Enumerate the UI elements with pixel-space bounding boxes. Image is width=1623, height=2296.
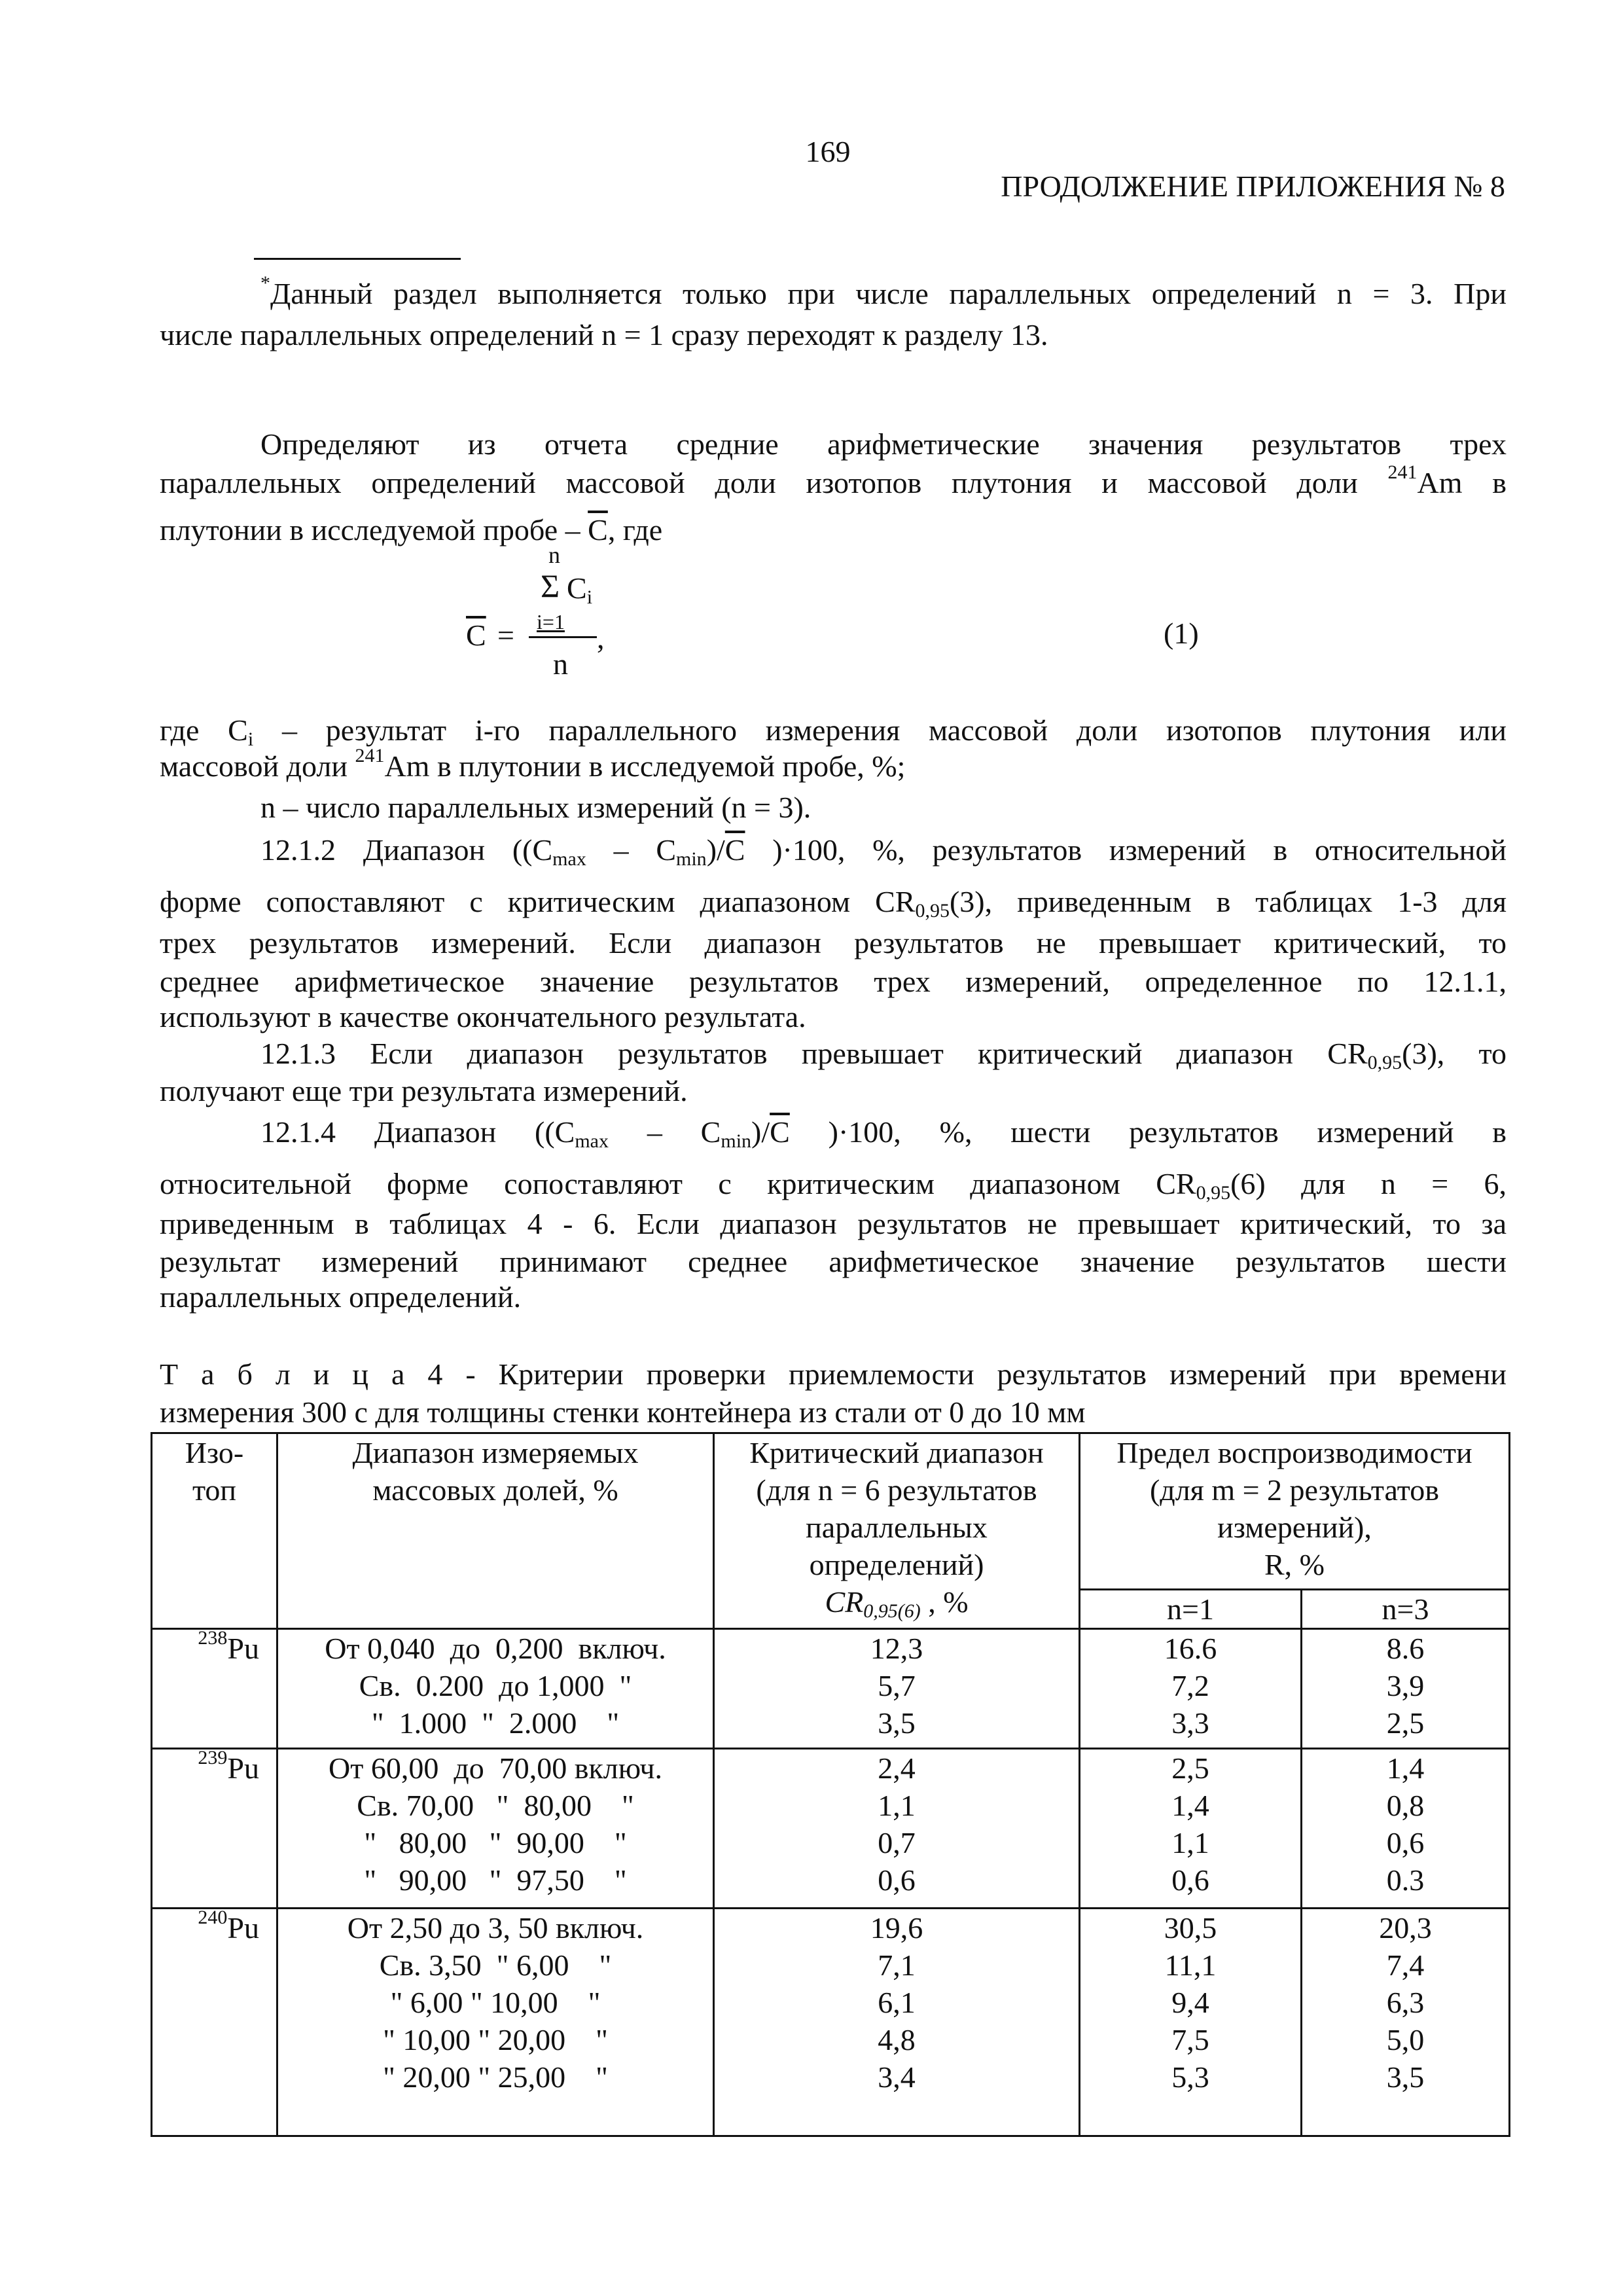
text-run: параллельных определений. [160,1280,522,1314]
cell-value: 12,3 [870,1632,923,1665]
table-caption-line [160,1393,1507,1432]
text-run: Определяют из отчета средние арифметические значения результатов трех [260,427,1507,461]
fraction-bar [529,636,597,638]
formula-term-c: C [567,571,587,605]
cell-value: 8.6 [1386,1632,1425,1665]
table-body [152,1629,1510,2136]
text-run: – C [586,833,677,867]
n3-cell [1302,1909,1510,2136]
cell-value: " 20,00 " 25,00 " [383,2060,608,2094]
n1-cell [1080,1909,1302,2136]
paragraph-12-1-2-line [160,962,1507,1001]
subscript: min [721,1130,752,1152]
cell-value: 0,7 [878,1826,916,1859]
header-n3: n=3 [1302,1590,1510,1629]
text-run: массовой доли [160,749,355,783]
paragraph-mean-line [160,511,1507,550]
symbol-cr: CR [825,1585,864,1619]
n3-cell [1302,1629,1510,1749]
cell-value: От 60,00 до 70,00 включ. [329,1751,662,1785]
cell-value: 0,6 [1171,1863,1209,1897]
subscript: max [552,848,586,870]
formula-upper-limit: n [548,542,560,568]
cell-value: 0,8 [1386,1789,1425,1822]
cell-value: 3,9 [1386,1669,1425,1702]
cell-value: 7,4 [1386,1948,1425,1982]
text-run: )/ [706,833,725,867]
cell-value: 3,5 [878,1706,916,1740]
text-run: получают еще три результата измерений. [160,1074,688,1107]
header-critical [714,1433,1080,1629]
text-run: форме сопоставляют с критическим диапазоном CR [160,885,916,918]
cell-value: 30,5 [1164,1911,1217,1945]
cell-value: 2,5 [1386,1706,1425,1740]
cell-value: 1,1 [1171,1826,1209,1859]
text-run: 12.1.3 Если диапазон результатов превышает критический диапазон CR [260,1037,1368,1070]
cell-value: 7,1 [878,1948,916,1982]
subscript: 0,95 [1196,1182,1231,1204]
cell-value: 5,0 [1386,2023,1425,2056]
table-row-239pu [152,1749,1510,1909]
mean-symbol: $\overline{C}$ [724,833,745,867]
cell-value: 3,3 [1171,1706,1209,1740]
superscript: 241 [355,745,385,766]
text-run: используют в качестве окончательного результата. [160,1000,806,1033]
text-run: )·100, %, результатов измерений в относительной [745,833,1507,867]
footnote-divider [254,258,461,260]
cell-value: 1,4 [1171,1789,1209,1822]
header-critical-symbol [715,1583,1079,1621]
text-run: среднее арифметическое значение результатов трех измерений, определенное по 12.1.1, [160,965,1507,998]
text-run: 12.1.2 Диапазон ((C [260,833,553,867]
header-reproducibility [1080,1433,1510,1590]
paragraph-where-line [160,711,1507,750]
criteria-table [151,1432,1510,2137]
text-run: измерения 300 с для толщины стенки контейнера из стали от 0 до 10 мм [160,1395,1086,1429]
cell-value: 1,4 [1386,1751,1425,1785]
text-run: )/ [751,1115,770,1149]
cell-value: 6,1 [878,1986,916,2019]
text-run: – C [609,1115,721,1149]
header-line: Предел воспроизводимости [1116,1436,1472,1469]
text-run: )·100, %, шести результатов измерений в [789,1115,1507,1149]
text-run: Am в плутонии в исследуемой пробе, %; [384,749,906,783]
isotope-cell [152,1909,277,2136]
header-n1: n=1 [1080,1590,1302,1629]
paragraph-12-1-2-line [160,997,1507,1037]
text-run: Т а б л и ц а 4 - Критерии проверки приемлемости результатов измерений при времени [160,1357,1507,1391]
cell-value: " 80,00 " 90,00 " [364,1826,627,1859]
superscript: 241 [1387,463,1418,483]
range-cell [277,1909,714,2136]
paragraph-mean-line [160,463,1507,503]
table-row-240pu [152,1909,1510,2136]
paragraph-where-line [160,747,1507,786]
table-caption-line [160,1355,1507,1394]
n3-cell [1302,1749,1510,1909]
text-run: относительной форме сопоставляют с критическим диапазоном CR [160,1167,1196,1200]
cell-value: 5,7 [878,1669,916,1702]
header-line: (для n = 6 результатов [756,1473,1037,1507]
header-line: Диапазон измеряемых [352,1436,639,1469]
header-range [277,1433,714,1629]
subscript: i [247,728,254,750]
element-symbol: Pu [227,1911,259,1945]
paragraph-12-1-2-line [260,831,1507,870]
paragraph-12-1-4-line [260,1113,1507,1152]
text-run: n – число параллельных измерений (n = 3). [260,791,812,824]
paragraph-12-1-4-line [160,1164,1507,1204]
paragraph-12-1-2-line [160,882,1507,922]
cell-value: 1,1 [878,1789,916,1822]
text-run: результат измерений принимают среднее арифметическое значение результатов шести [160,1245,1507,1278]
header-line: определений) [809,1548,984,1581]
formula-term [567,571,593,608]
cell-value: 2,5 [1171,1751,1209,1785]
cell-value: " 90,00 " 97,50 " [364,1863,627,1897]
formula-denominator: n [553,647,568,681]
cell-value: От 2,50 до 3, 50 включ. [347,1911,644,1945]
cell-value: 16.6 [1164,1632,1217,1665]
cell-value: Св. 3,50 " 6,00 " [379,1948,612,1982]
cell-value: 0,6 [1386,1826,1425,1859]
text-run: числе параллельных определений n = 1 сразу переходят к разделу 13. [160,318,1048,351]
subscript: max [575,1130,609,1152]
text-run: параллельных определений массовой доли изотопов плутония и массовой доли [160,466,1388,499]
superscript: * [260,274,270,294]
text-run: (3), приведенным в таблицах 1-3 для [949,885,1507,918]
header-line: измерений), [1217,1511,1372,1544]
text-run: плутонии в исследуемой пробе – [160,513,588,547]
paragraph-12-1-4-line [160,1242,1507,1282]
paragraph-12-1-4-line [160,1204,1507,1244]
header-line: топ [192,1473,237,1507]
paragraph-12-1-4-line [160,1278,1507,1317]
element-symbol: Pu [227,1751,259,1785]
critical-cell [714,1749,1080,1909]
header-line: R, % [1264,1548,1325,1581]
mean-symbol: $\overline{C}$ [588,513,608,547]
formula-lhs: $\overline{C}$ [466,619,486,652]
text-run: 12.1.4 Диапазон ((C [260,1115,575,1149]
critical-cell [714,1909,1080,2136]
cell-value: 5,3 [1171,2060,1209,2094]
header-line: массовых долей, % [372,1473,618,1507]
cell-value: " 1.000 " 2.000 " [371,1706,620,1740]
isotope-cell [152,1749,277,1909]
header-line: параллельных [806,1511,988,1544]
mass-number: 240 [198,1907,228,1928]
cell-value: 20,3 [1379,1911,1432,1945]
table-row-238pu [152,1629,1510,1749]
formula-number: (1) [1164,617,1199,650]
element-symbol: Pu [227,1632,259,1665]
cell-value: 11,1 [1164,1948,1217,1982]
header-isotope [152,1433,277,1629]
text-run: трех результатов измерений. Если диапазон результатов не превышает критический, то [160,926,1507,960]
paragraph-where-line [260,788,1507,827]
n1-cell [1080,1749,1302,1909]
critical-cell [714,1629,1080,1749]
appendix-header: ПРОДОЛЖЕНИЕ ПРИЛОЖЕНИЯ № 8 [1001,170,1505,203]
range-cell [277,1749,714,1909]
cell-value: 4,8 [878,2023,916,2056]
header-line: Изо- [185,1436,244,1469]
formula-term-sub: i [586,586,593,608]
formula-lower-limit: i=1 [537,610,565,634]
text-run: (3), то [1402,1037,1507,1070]
paragraph-mean-line [260,425,1507,464]
formula-sigma: Σ [541,567,560,604]
cell-value: " 6,00 " 10,00 " [390,1986,601,2019]
mean-symbol: $\overline{C}$ [770,1115,790,1149]
footnote-line [160,315,1507,355]
n1-cell [1080,1629,1302,1749]
subscript: min [676,848,707,870]
mass-number: 239 [198,1747,228,1768]
cell-value: 3,4 [878,2060,916,2094]
text-run: Am в [1417,466,1507,499]
paragraph-12-1-3-line [160,1071,1507,1111]
text-run: Данный раздел выполняется только при числе параллельных определений n = 3. При [270,277,1507,310]
subscript: 0,95 [915,900,950,922]
cell-value: От 0,040 до 0,200 включ. [325,1632,666,1665]
range-cell [277,1629,714,1749]
cell-value: 7,2 [1171,1669,1209,1702]
cell-value: 19,6 [870,1911,923,1945]
cell-value: Св. 0.200 до 1,000 " [359,1669,632,1702]
cell-value: 7,5 [1171,2023,1209,2056]
symbol-unit: , % [920,1585,969,1619]
cell-value: 0,6 [878,1863,916,1897]
paragraph-12-1-3-line [260,1034,1507,1073]
formula-comma: , [597,621,605,655]
cell-value: 2,4 [878,1751,916,1785]
cell-value: " 10,00 " 20,00 " [383,2023,608,2056]
formula-equals: = [497,619,514,652]
cell-value: Св. 70,00 " 80,00 " [357,1789,634,1822]
footnote-line [260,274,1507,314]
page-number: 169 [805,135,851,168]
text-run: приведенным в таблицах 4 - 6. Если диапазон результатов не превышает критический, то за [160,1207,1507,1240]
paragraph-12-1-2-line [160,924,1507,963]
text-run: (6) для n = 6, [1230,1167,1507,1200]
text-run: , где [607,513,663,547]
cell-value: 3,5 [1386,2060,1425,2094]
isotope-cell [152,1629,277,1749]
header-line: (для m = 2 результатов [1149,1473,1439,1507]
text-run: – результат i-го параллельного измерения массовой доли изотопов плутония или [253,713,1507,747]
cell-value: 6,3 [1386,1986,1425,2019]
mass-number: 238 [198,1627,228,1649]
cell-value: 9,4 [1171,1986,1209,2019]
header-line: Критический диапазон [749,1436,1044,1469]
symbol-sub: 0,95(6) [863,1600,921,1622]
subscript: 0,95 [1367,1052,1402,1073]
cell-value: 0.3 [1386,1863,1425,1897]
text-run: где C [160,713,248,747]
